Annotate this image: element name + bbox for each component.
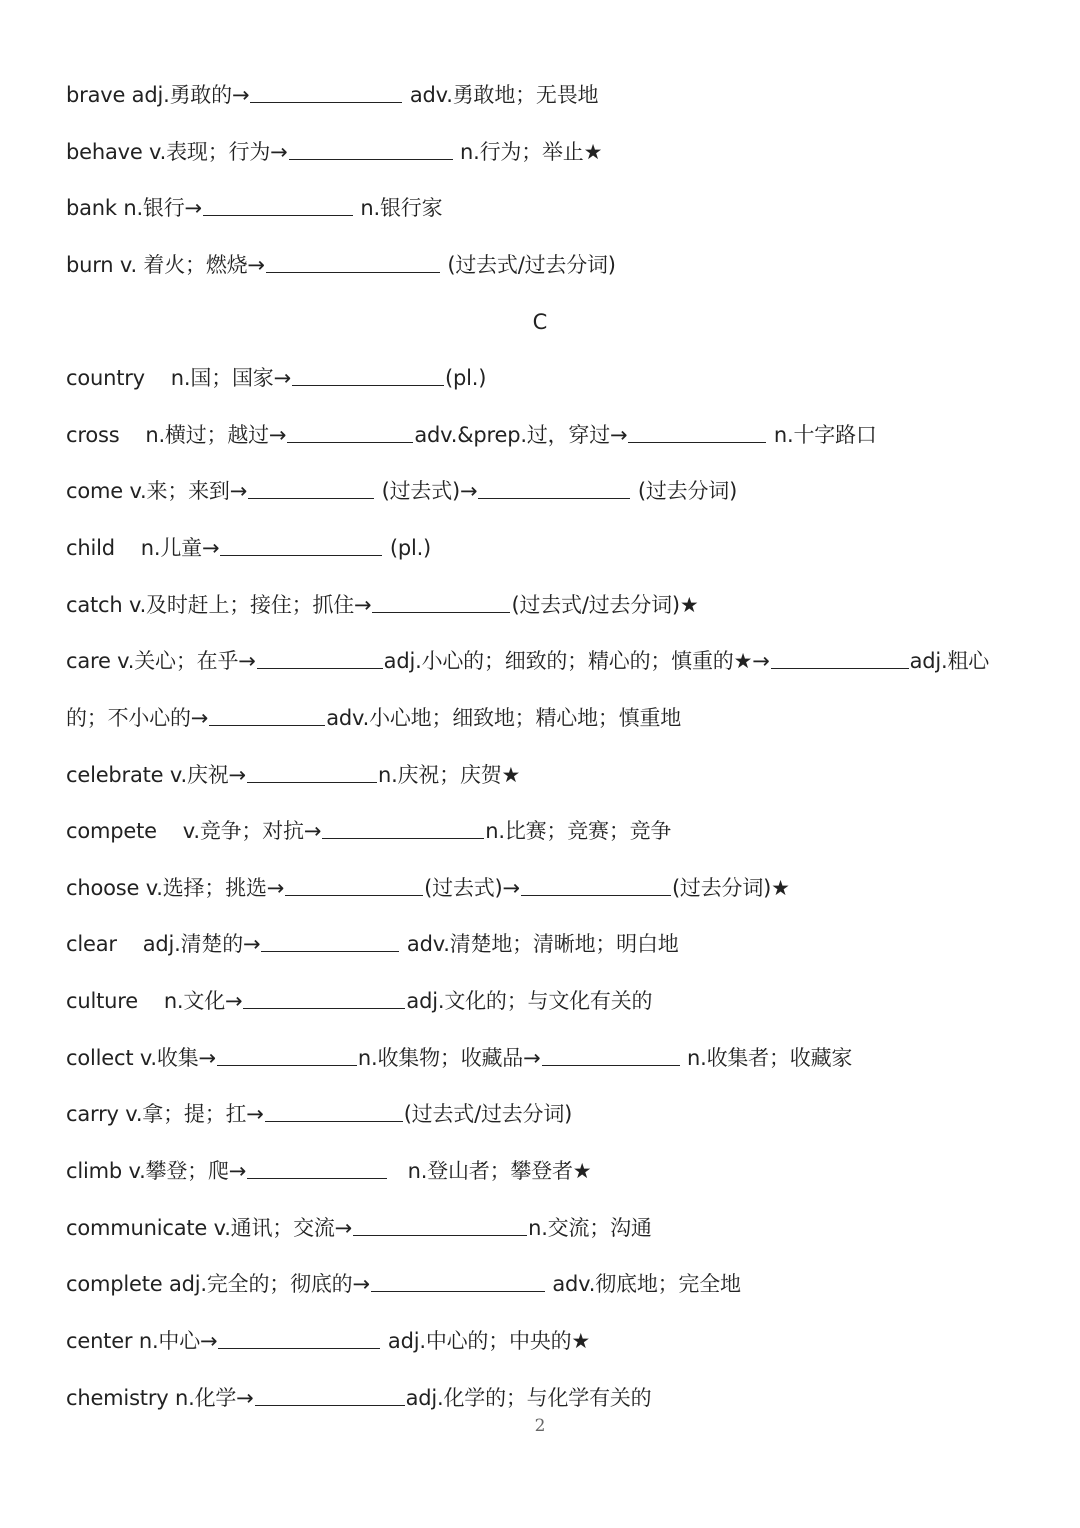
entry-culture — [66, 987, 652, 1015]
entry-chemistry — [66, 1384, 651, 1412]
entry-clear — [66, 930, 679, 958]
entry-care — [66, 647, 989, 675]
entry-come — [66, 477, 737, 505]
answer-blank[interactable] — [247, 1158, 387, 1179]
answer-blank[interactable] — [287, 422, 413, 443]
entry-text: behave v.表现；行为→ — [66, 140, 288, 164]
answer-blank[interactable] — [521, 875, 671, 896]
entry-text: child n.儿童→ — [66, 536, 220, 560]
entry-text: (过去式/过去分词) — [403, 1102, 573, 1126]
answer-blank[interactable] — [266, 252, 440, 273]
entry-text: (过去式)→ — [424, 876, 520, 900]
entry-text: (过去式/过去分词)★ — [511, 593, 699, 617]
page-number: 2 — [534, 1416, 546, 1436]
entry-behave — [66, 138, 602, 166]
entry-text: choose v.选择；挑选→ — [66, 876, 285, 900]
entry-care-continued — [66, 704, 681, 732]
entry-text: chemistry n.化学→ — [66, 1386, 254, 1410]
entry-brave — [66, 81, 598, 109]
answer-blank[interactable] — [217, 1045, 357, 1066]
answer-blank[interactable] — [289, 139, 453, 160]
answer-blank[interactable] — [285, 875, 423, 896]
answer-blank[interactable] — [771, 648, 909, 669]
answer-blank[interactable] — [542, 1045, 680, 1066]
answer-blank[interactable] — [353, 1215, 527, 1236]
entry-text: compete v.竞争；对抗→ — [66, 819, 322, 843]
answer-blank[interactable] — [243, 988, 405, 1009]
entry-text: cross n.横过；越过→ — [66, 423, 287, 447]
entry-text: adj.粗心 — [909, 649, 990, 673]
entry-carry — [66, 1100, 572, 1128]
entry-text: culture n.文化→ — [66, 989, 243, 1013]
entry-text: carry v.拿；提；扛→ — [66, 1102, 264, 1126]
entry-text: adj.小心的；细致的；精心的；慎重的★→ — [383, 649, 770, 673]
entry-text: (pl.) — [445, 366, 487, 390]
entry-text: celebrate v.庆祝→ — [66, 763, 246, 787]
answer-blank[interactable] — [628, 422, 766, 443]
entry-burn — [66, 251, 616, 279]
entry-text: adv.清楚地；清晰地；明白地 — [406, 932, 679, 956]
entry-text: (过去式/过去分词) — [447, 253, 616, 277]
entry-communicate — [66, 1214, 652, 1242]
answer-blank[interactable] — [478, 478, 630, 499]
entry-bank — [66, 194, 442, 222]
entry-text: communicate v.通讯；交流→ — [66, 1216, 353, 1240]
answer-blank[interactable] — [257, 648, 383, 669]
answer-blank[interactable] — [250, 82, 402, 103]
answer-blank[interactable] — [248, 478, 374, 499]
answer-blank[interactable] — [209, 705, 325, 726]
entry-text: (pl.) — [389, 536, 432, 560]
answer-blank[interactable] — [255, 1385, 405, 1406]
answer-blank[interactable] — [371, 1271, 545, 1292]
entry-text: n.行为；举止★ — [460, 140, 603, 164]
entry-child — [66, 534, 431, 562]
entry-text: adv.彻底地；完全地 — [552, 1272, 741, 1296]
entry-text: care v.关心；在乎→ — [66, 649, 256, 673]
entry-text: 的；不小心的→ — [66, 706, 209, 730]
entry-text: climb v.攀登；爬→ — [66, 1159, 247, 1183]
entry-collect — [66, 1044, 852, 1072]
entry-text: (过去分词) — [637, 479, 738, 503]
entry-text: catch v.及时赶上；接住；抓住→ — [66, 593, 372, 617]
answer-blank[interactable] — [218, 1328, 380, 1349]
entry-text: n.十字路口 — [773, 423, 877, 447]
answer-blank[interactable] — [247, 762, 377, 783]
entry-text: adj.文化的；与文化有关的 — [406, 989, 653, 1013]
entry-text: come v.来；来到→ — [66, 479, 248, 503]
entry-text: n.收集者；收藏家 — [686, 1046, 853, 1070]
entry-text: adv.&prep.过，穿过→ — [414, 423, 628, 447]
entry-text: adj.化学的；与化学有关的 — [405, 1386, 652, 1410]
entry-cross — [66, 421, 877, 449]
answer-blank[interactable] — [220, 535, 382, 556]
answer-blank[interactable] — [261, 931, 399, 952]
entry-catch — [66, 591, 699, 619]
entry-text: adj.中心的；中央的★ — [387, 1329, 591, 1353]
entry-center — [66, 1327, 590, 1355]
entry-text: n.比赛；竞赛；竞争 — [485, 819, 672, 843]
entry-text: (过去分词)★ — [671, 876, 790, 900]
entry-text: burn v. 着火；燃烧→ — [66, 253, 265, 277]
entry-text: adv.小心地；细致地；精心地；慎重地 — [326, 706, 682, 730]
answer-blank[interactable] — [265, 1101, 403, 1122]
entry-text: n.银行家 — [360, 196, 443, 220]
entry-compete — [66, 817, 671, 845]
entry-text: (过去式)→ — [381, 479, 478, 503]
answer-blank[interactable] — [292, 365, 444, 386]
entry-text: complete adj.完全的；彻底的→ — [66, 1272, 370, 1296]
entry-text: country n.国；国家→ — [66, 366, 291, 390]
answer-blank[interactable] — [372, 592, 510, 613]
entry-choose — [66, 874, 790, 902]
entry-text: center n.中心→ — [66, 1329, 218, 1353]
entry-text: n.登山者；攀登者★ — [407, 1159, 592, 1183]
entry-text: n.交流；沟通 — [528, 1216, 652, 1240]
answer-blank[interactable] — [203, 195, 353, 216]
entry-text: bank n.银行→ — [66, 196, 202, 220]
entry-text: brave adj.勇敢的→ — [66, 83, 250, 107]
entry-text: n.庆祝；庆贺★ — [377, 763, 521, 787]
entry-climb — [66, 1157, 591, 1185]
entry-text: adv.勇敢地；无畏地 — [409, 83, 599, 107]
entry-complete — [66, 1270, 741, 1298]
entry-text: n.收集物；收藏品→ — [357, 1046, 541, 1070]
entry-text: clear adj.清楚的→ — [66, 932, 261, 956]
section-heading-c: C — [532, 310, 548, 334]
entry-text: collect v.收集→ — [66, 1046, 216, 1070]
entry-country — [66, 364, 486, 392]
entry-celebrate — [66, 761, 520, 789]
answer-blank[interactable] — [322, 818, 484, 839]
